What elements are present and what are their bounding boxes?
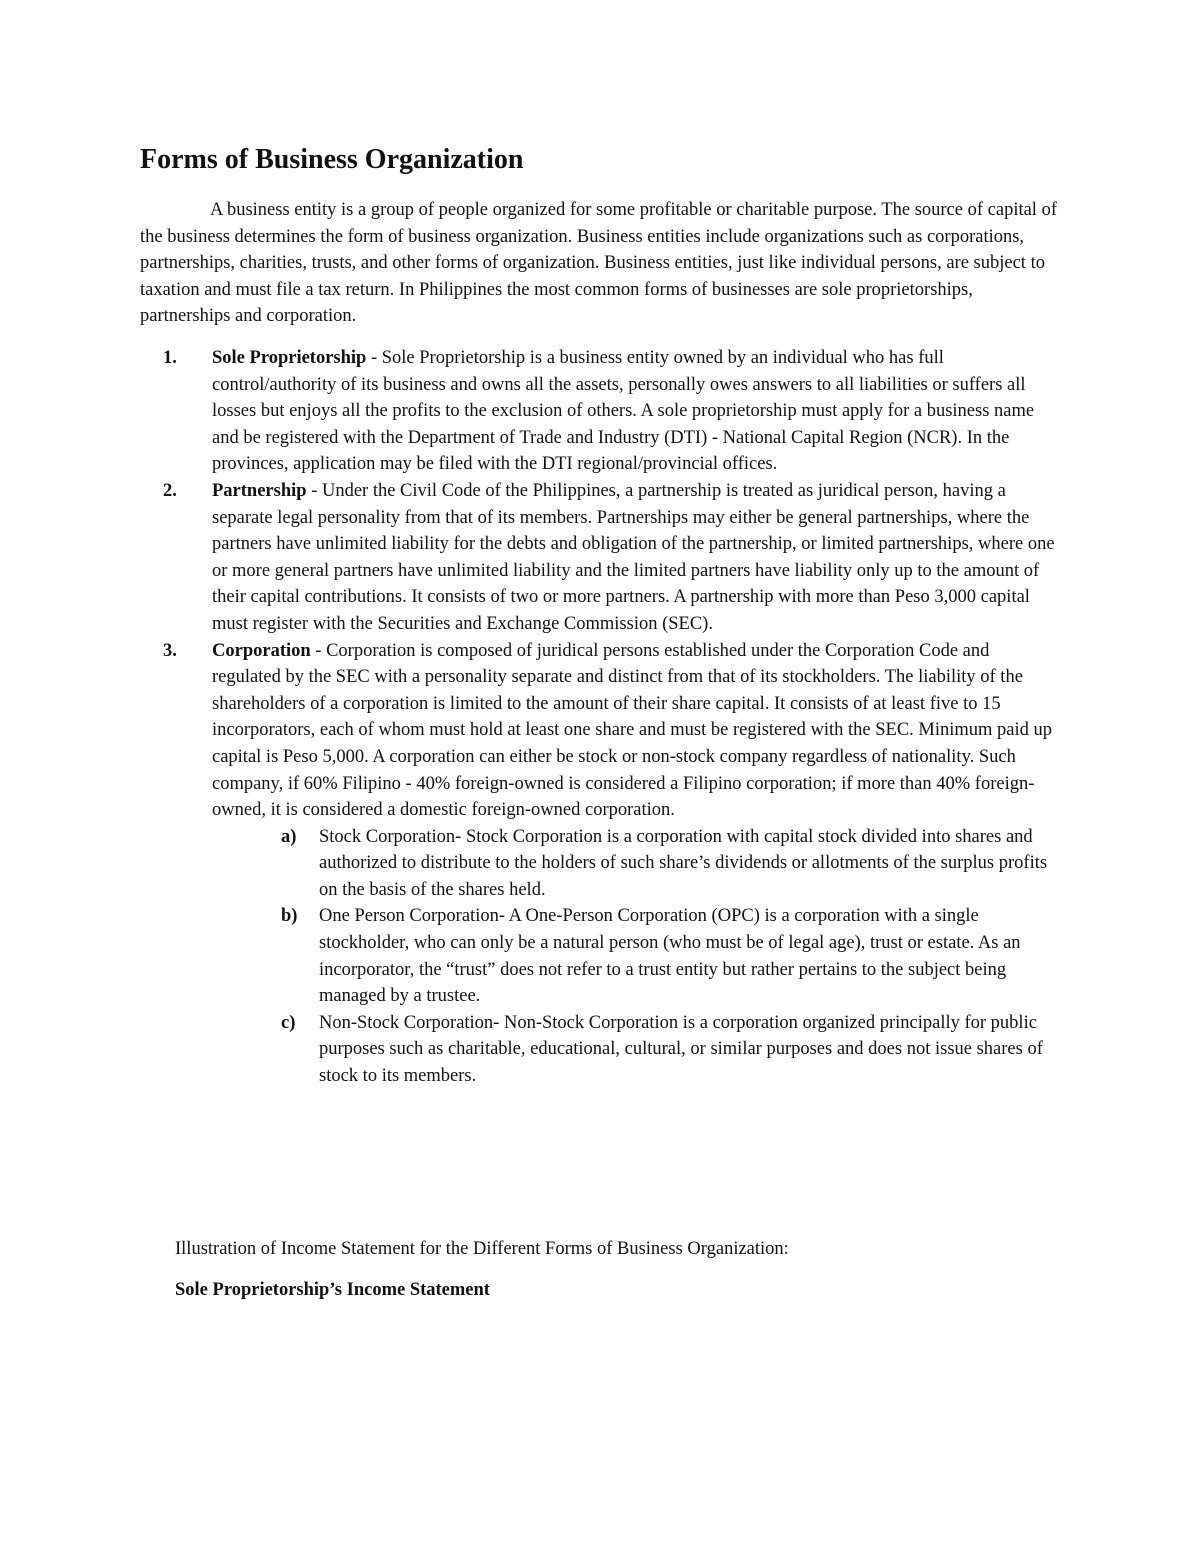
sublist-text: Stock Corporation- Stock Corporation is a corporation with capital stock divided into shares and authorized to distribute to the holders of such share’s dividends or allotments of the surplus profits on the basis of the shares held. — [319, 826, 1048, 900]
sublist-item-stock-corporation — [281, 824, 1060, 904]
intro-paragraph: A business entity is a group of people organized for some profitable or charitable purpose. The source of capital of the business determines the form of business organization. Business entities include organizations such as corporations, partnerships, charities, trusts, and other forms of organization. Business entities, just like individual persons, are subject to taxation and must file a tax return. In Philippines the most common forms of businesses are sole proprietorships, partnerships and corporation. — [140, 200, 1057, 327]
list-text: - Corporation is composed of juridical persons established under the Corporation Code and regulated by the SEC with a personality separate and distinct from that of its stockholders. The liability of the shareholders of a corporation is limited to the amount of their share capital. It consists of at least five to 15 incorporators, each of whom must hold at least one share and must be registered with the SEC. Minimum paid up capital is Peso 5,000. A corporation can either be stock or non-stock company regardless of nationality. Such company, if 60% Filipino - 40% foreign-owned is considered a Filipino corporation; if more than 40% foreign-owned, it is considered a domestic foreign-owned corporation. — [212, 640, 1053, 821]
list-text: - Under the Civil Code of the Philippines, a partnership is treated as juridical person, having a separate legal personality from that of its members. Partnerships may either be general partnerships, where the partners have unlimited liability for the debts and obligation of the partnership, or limited partnerships, where one or more general partners have unlimited liability and the limited partners have liability only up to the amount of their capital contributions. It consists of two or more partners. A partnership with more than Peso 3,000 capital must register with the Securities and Exchange Commission (SEC). — [212, 480, 1055, 634]
list-item-partnership — [140, 478, 1060, 638]
sublist-letter: b) — [281, 906, 298, 927]
list-term: Corporation — [212, 640, 311, 661]
sublist-letter: a) — [281, 826, 297, 847]
sublist-letter: c) — [281, 1012, 296, 1033]
illustration-line: Illustration of Income Statement for the Different Forms of Business Organization: — [175, 1239, 789, 1259]
list-item-sole-proprietorship — [140, 345, 1060, 478]
page-title: Forms of Business Organization — [140, 144, 524, 175]
list-item-corporation — [140, 638, 1060, 824]
sublist-text: One Person Corporation- A One-Person Corporation (OPC) is a corporation with a single stockholder, who can only be a natural person (who must be of legal age), trust or estate. As an incorporator, the “trust” does not refer to a trust entity but rather pertains to the subject being managed by a trustee. — [319, 906, 1021, 1007]
list-number: 1. — [163, 348, 177, 368]
numbered-list — [140, 345, 1060, 1090]
section-subheading: Sole Proprietorship’s Income Statement — [175, 1280, 490, 1300]
list-text: - Sole Proprietorship is a business entity owned by an individual who has full control/authority of its business and owns all the assets, personally owes answers to all liabilities or suffers all losses but enjoys all the profits to the exclusion of others. A sole proprietorship must apply for a business name and be registered with the Department of Trade and Industry (DTI) - National Capital Region (NCR). In the provinces, application may be filed with the DTI regional/provincial offices. — [212, 348, 1035, 475]
list-term: Partnership — [212, 480, 307, 501]
sublist-text: Non-Stock Corporation- Non-Stock Corporation is a corporation organized principally for public purposes such as charitable, educational, cultural, or similar purposes and does not issue shares of stock to its members. — [319, 1012, 1043, 1087]
list-number: 2. — [163, 480, 177, 501]
lettered-sublist — [281, 824, 1060, 1090]
sublist-item-one-person-corporation — [281, 903, 1060, 1009]
list-number: 3. — [163, 640, 177, 661]
list-term: Sole Proprietorship — [212, 348, 367, 368]
sublist-item-non-stock-corporation — [281, 1010, 1060, 1090]
